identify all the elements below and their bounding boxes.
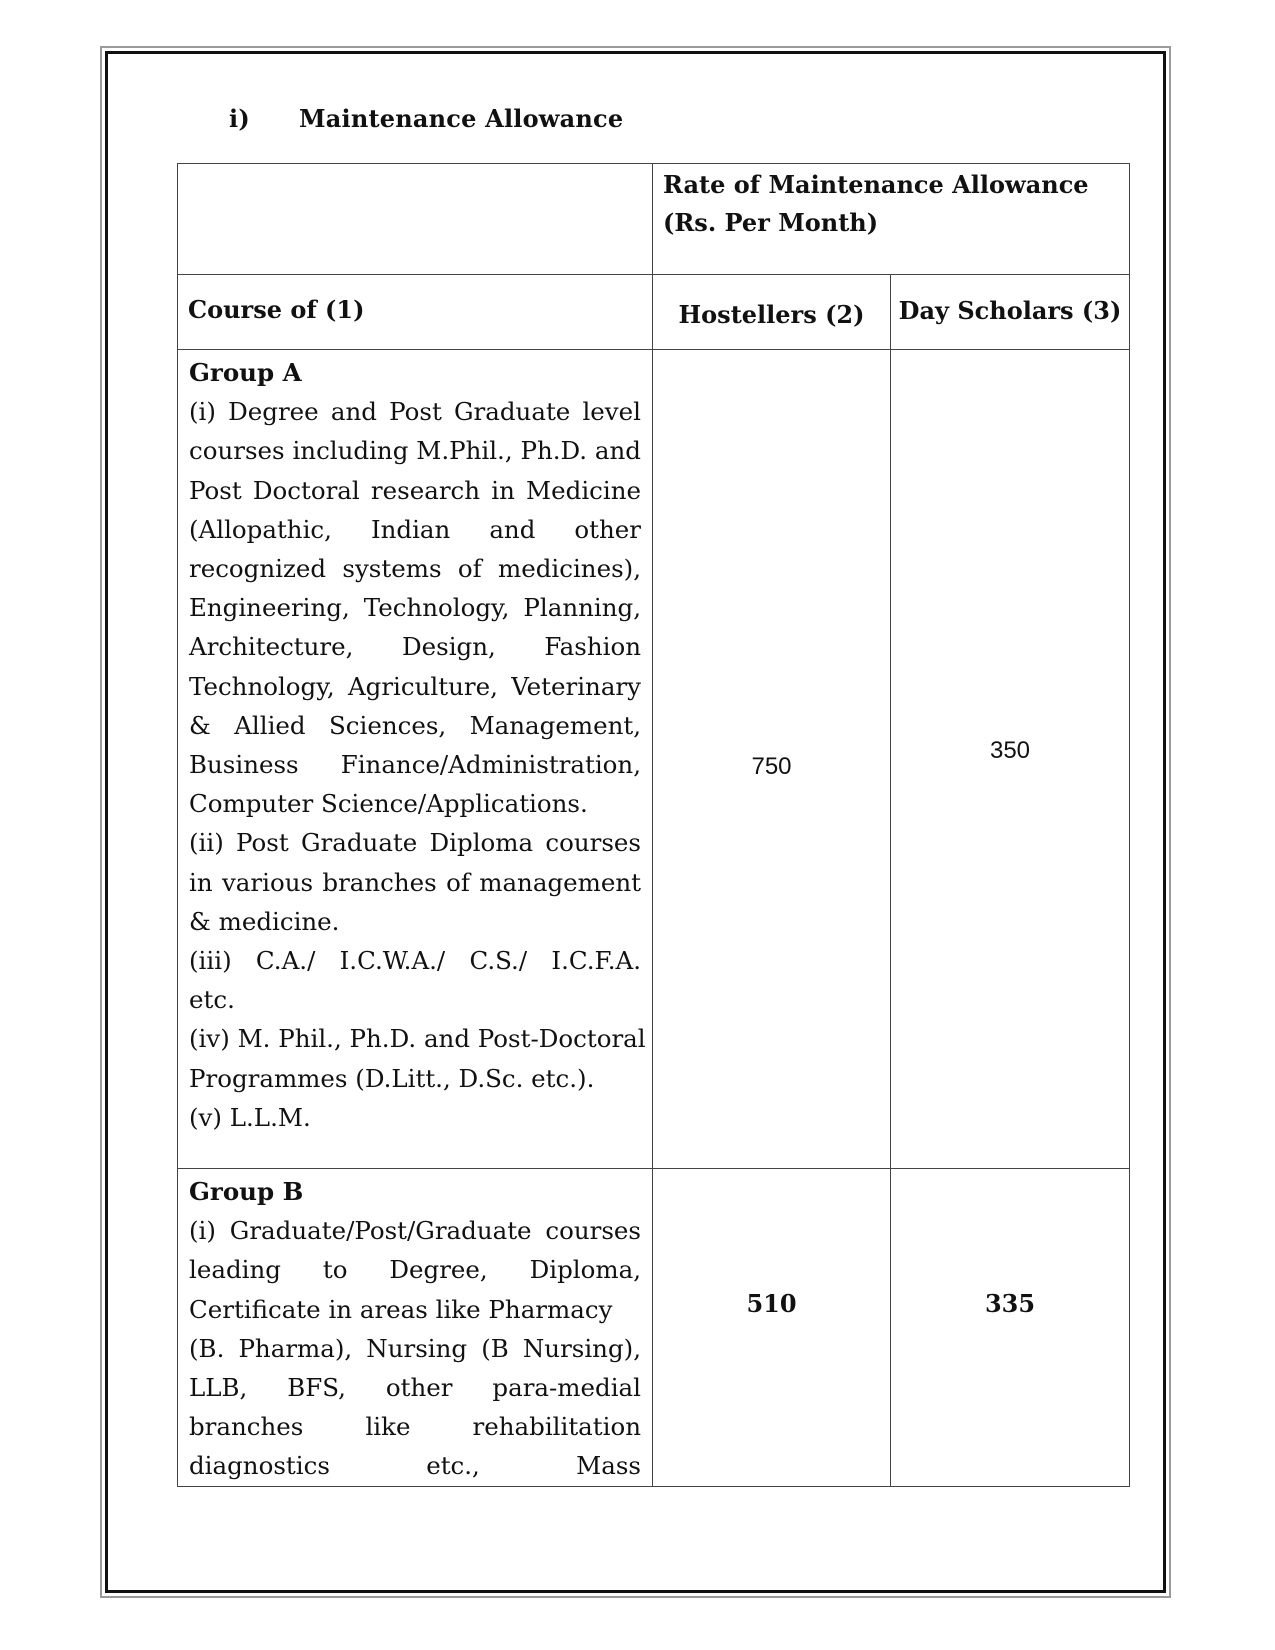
hostellers-value-group-b [653,1169,891,1487]
table-row-group-b [178,1169,1130,1487]
course-line: LLB, BFS, other para-medial [189,1373,641,1403]
table-header-row-1 [178,164,1130,275]
day-scholars-amount: 335 [984,1288,1036,1318]
course-line: in various branches of management [189,867,641,897]
course-line: (i) Degree and Post Graduate level [189,397,641,427]
hostellers-value-group-a [653,350,891,1169]
rate-header-title: Rate of Maintenance Allowance [663,170,1089,199]
hostellers-amount: 510 [746,1288,797,1318]
course-line: (i) Graduate/Post/Graduate courses [189,1216,641,1246]
course-line: Engineering, Technology, Planning, [189,593,641,623]
course-line: courses including M.Phil., Ph.D. and [189,436,641,466]
course-cell-group-b [178,1169,653,1487]
course-line: etc. [189,985,235,1015]
course-line: (iv) M. Phil., Ph.D. and Post-Doctoral [189,1024,646,1054]
column-header-day-scholars: Day Scholars (3) [891,275,1130,350]
day-scholars-value-group-a [891,350,1130,1169]
course-line: leading to Degree, Diploma, [189,1255,641,1285]
course-line: Computer Science/Applications. [189,789,588,819]
course-line: (v) L.L.M. [189,1102,311,1132]
course-line: Programmes (D.Litt., D.Sc. etc.). [189,1063,595,1093]
course-line: Post Doctoral research in Medicine [189,475,641,505]
column-header-hostellers: Hostellers (2) [653,275,891,350]
day-scholars-amount: 350 [989,737,1031,764]
course-line: (ii) Post Graduate Diploma courses [189,828,641,858]
course-line: & Allied Sciences, Management, [189,710,641,740]
course-line: (iii) C.A./ I.C.W.A./ C.S./ I.C.F.A. [189,946,641,976]
day-scholars-value-group-b [891,1169,1130,1487]
column-header-course: Course of (1) [178,275,653,350]
course-line: (Allopathic, Indian and other [189,514,641,544]
course-line: branches like rehabilitation [189,1412,641,1442]
course-line: recognized systems of medicines), [189,554,641,584]
table-header-row-2 [178,275,1130,350]
rate-header-unit: (Rs. Per Month) [663,208,879,237]
maintenance-allowance-table [177,163,1130,1487]
course-line: diagnostics etc., Mass [189,1451,641,1481]
course-line: Certificate in areas like Pharmacy [189,1294,613,1324]
group-label: Group B [189,1177,304,1206]
table-row-group-a [178,350,1130,1169]
empty-header-cell [178,164,653,275]
course-line: (B. Pharma), Nursing (B Nursing), [189,1333,641,1363]
course-cell-group-a [178,350,653,1169]
section-title: Maintenance Allowance [299,104,624,133]
section-number: i) [229,104,250,133]
hostellers-amount: 750 [751,753,792,780]
group-label: Group A [189,358,302,387]
course-line: Architecture, Design, Fashion [189,632,641,662]
course-line: & medicine. [189,906,340,936]
course-line: Business Finance/Administration, [189,750,641,780]
course-line: Technology, Agriculture, Veterinary [189,671,641,701]
rate-header-cell [653,164,1130,275]
